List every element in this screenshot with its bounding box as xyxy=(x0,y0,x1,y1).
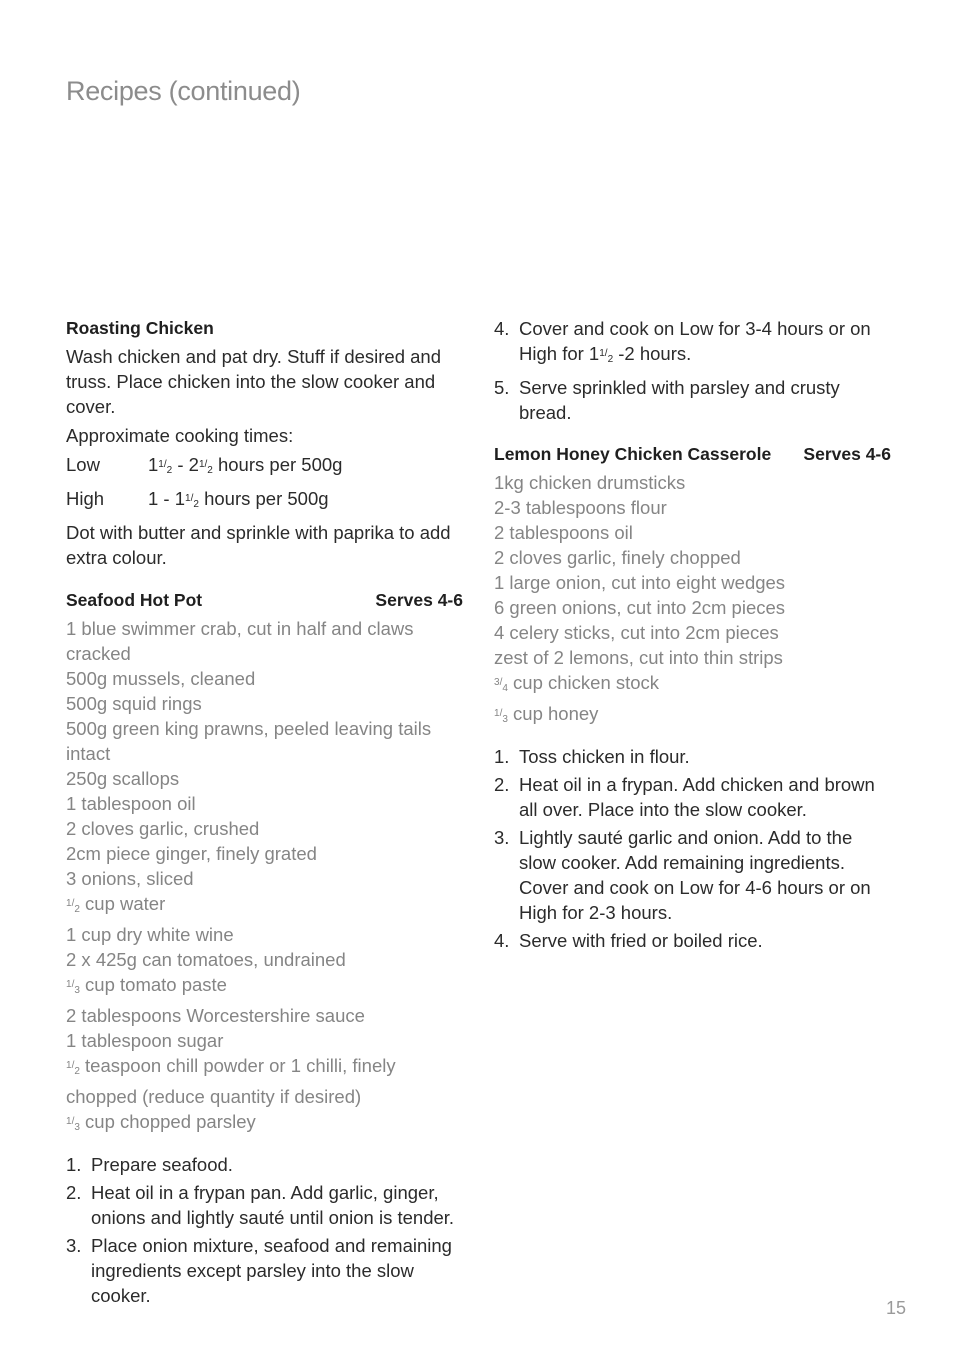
fraction: 1/2 xyxy=(66,898,80,915)
seafood-ingredients xyxy=(66,616,463,1140)
ingredient: 3 onions, sliced xyxy=(66,868,194,889)
ingredient: 2cm piece ginger, finely grated xyxy=(66,843,317,864)
serves-label: Serves 4-6 xyxy=(375,590,463,610)
seafood-steps xyxy=(66,1152,463,1308)
lemon-ingredients xyxy=(494,470,891,732)
lemon-honey-heading xyxy=(494,442,891,467)
ingredient: 500g squid rings xyxy=(66,693,202,714)
ingredient: $^{1/2}$ teaspoon chill powder or 1 chilli, finely chopped (reduce quantity if desired) xyxy=(66,1055,396,1107)
page-number: 15 xyxy=(886,1298,907,1318)
ingredient: 1 blue swimmer crab, cut in half and claws cracked xyxy=(66,618,414,664)
method-step: 1. Toss chicken in flour. xyxy=(494,746,690,767)
ingredient: 6 green onions, cut into 2cm pieces xyxy=(494,597,786,618)
method-step: 1. Prepare seafood. xyxy=(66,1154,233,1175)
method-step: 3. Place onion mixture, seafood and remaining ingredients except parsley into the slow cooker. xyxy=(66,1235,452,1306)
method-step: 2. Heat oil in a frypan pan. Add garlic, ginger, onions and lightly sauté until onion is tender. xyxy=(66,1182,455,1228)
time-row-high xyxy=(66,486,463,517)
fraction: 3/4 xyxy=(494,677,508,694)
recipe-title: Lemon Honey Chicken Casserole xyxy=(494,444,772,464)
lemon-steps xyxy=(494,744,891,953)
time-label: High xyxy=(66,488,105,509)
ingredient: 1 tablespoon sugar xyxy=(66,1030,224,1051)
cooking-times-label: Approximate cooking times: xyxy=(66,425,294,446)
ingredient: 250g scallops xyxy=(66,768,180,789)
ingredient: 2 tablespoons oil xyxy=(494,522,633,543)
right-column xyxy=(494,316,891,956)
ingredient: 1kg chicken drumsticks xyxy=(494,472,686,493)
ingredient: $^{1/3}$ cup tomato paste xyxy=(66,974,227,996)
roasting-chicken-heading xyxy=(66,316,463,341)
roasting-intro: Wash chicken and pat dry. Stuff if desired and truss. Place chicken into the slow cooker and cover. xyxy=(66,346,442,417)
recipe-title: Seafood Hot Pot xyxy=(66,590,203,610)
seafood-steps-continued xyxy=(494,316,891,425)
fraction: 1/2 xyxy=(185,493,199,510)
ingredient: $^{1/3}$ cup honey xyxy=(494,703,599,725)
ingredient: 2 x 425g can tomatoes, undrained xyxy=(66,949,346,970)
ingredient: 4 celery sticks, cut into 2cm pieces xyxy=(494,622,779,643)
ingredient: 1 cup dry white wine xyxy=(66,924,234,945)
ingredient: 2 cloves garlic, finely chopped xyxy=(494,547,741,568)
time-value: $1^{1/2} - 2^{1/2}$ hours per 500g xyxy=(148,454,343,476)
time-row-low xyxy=(66,452,463,483)
time-label: Low xyxy=(66,454,100,475)
time-value: $1 - 1^{1/2}$ hours per 500g xyxy=(148,488,329,510)
ingredient: 1 large onion, cut into eight wedges xyxy=(494,572,786,593)
ingredient: 500g mussels, cleaned xyxy=(66,668,256,689)
method-step: 3. Lightly sauté garlic and onion. Add to the slow cooker. Add remaining ingredients. Cover and cook on Low for 4-6 hours or on High for 2-3 hours. xyxy=(494,827,871,923)
method-step: 2. Heat oil in a frypan. Add chicken and brown all over. Place into the slow cooker. xyxy=(494,774,875,820)
roasting-outro: Dot with butter and sprinkle with paprika to add extra colour. xyxy=(66,522,451,568)
ingredient: 2-3 tablespoons flour xyxy=(494,497,667,518)
ingredient: 2 tablespoons Worcestershire sauce xyxy=(66,1005,365,1026)
ingredient: 2 cloves garlic, crushed xyxy=(66,818,260,839)
ingredient: $^{1/2}$ cup water xyxy=(66,893,166,915)
ingredient: 500g green king prawns, peeled leaving tails intact xyxy=(66,718,432,764)
fraction: 1/2 xyxy=(158,459,173,476)
fraction: 1/2 xyxy=(198,459,213,476)
serves-label: Serves 4-6 xyxy=(803,444,891,464)
fraction: 1/3 xyxy=(66,979,80,996)
ingredient: zest of 2 lemons, cut into thin strips xyxy=(494,647,783,668)
ingredient: $^{1/3}$ cup chopped parsley xyxy=(66,1111,256,1133)
seafood-heading xyxy=(66,588,463,613)
recipe-title: Roasting Chicken xyxy=(66,318,214,338)
method-step: 4. Serve with fried or boiled rice. xyxy=(494,930,763,951)
fraction: 1/3 xyxy=(494,708,508,725)
method-step: 4. Cover and cook on Low for 3-4 hours or on High for $1^{1/2}$ -2 hours. xyxy=(494,318,871,365)
ingredient: $^{3/4}$ cup chicken stock xyxy=(494,672,660,694)
ingredient: 1 tablespoon oil xyxy=(66,793,196,814)
fraction: 1/3 xyxy=(66,1116,80,1133)
fraction: 1/2 xyxy=(66,1060,80,1077)
page-title: Recipes (continued) xyxy=(66,76,301,107)
fraction: 1/2 xyxy=(599,348,614,365)
left-column xyxy=(66,316,463,1311)
method-step: 5. Serve sprinkled with parsley and crusty bread. xyxy=(494,377,840,423)
